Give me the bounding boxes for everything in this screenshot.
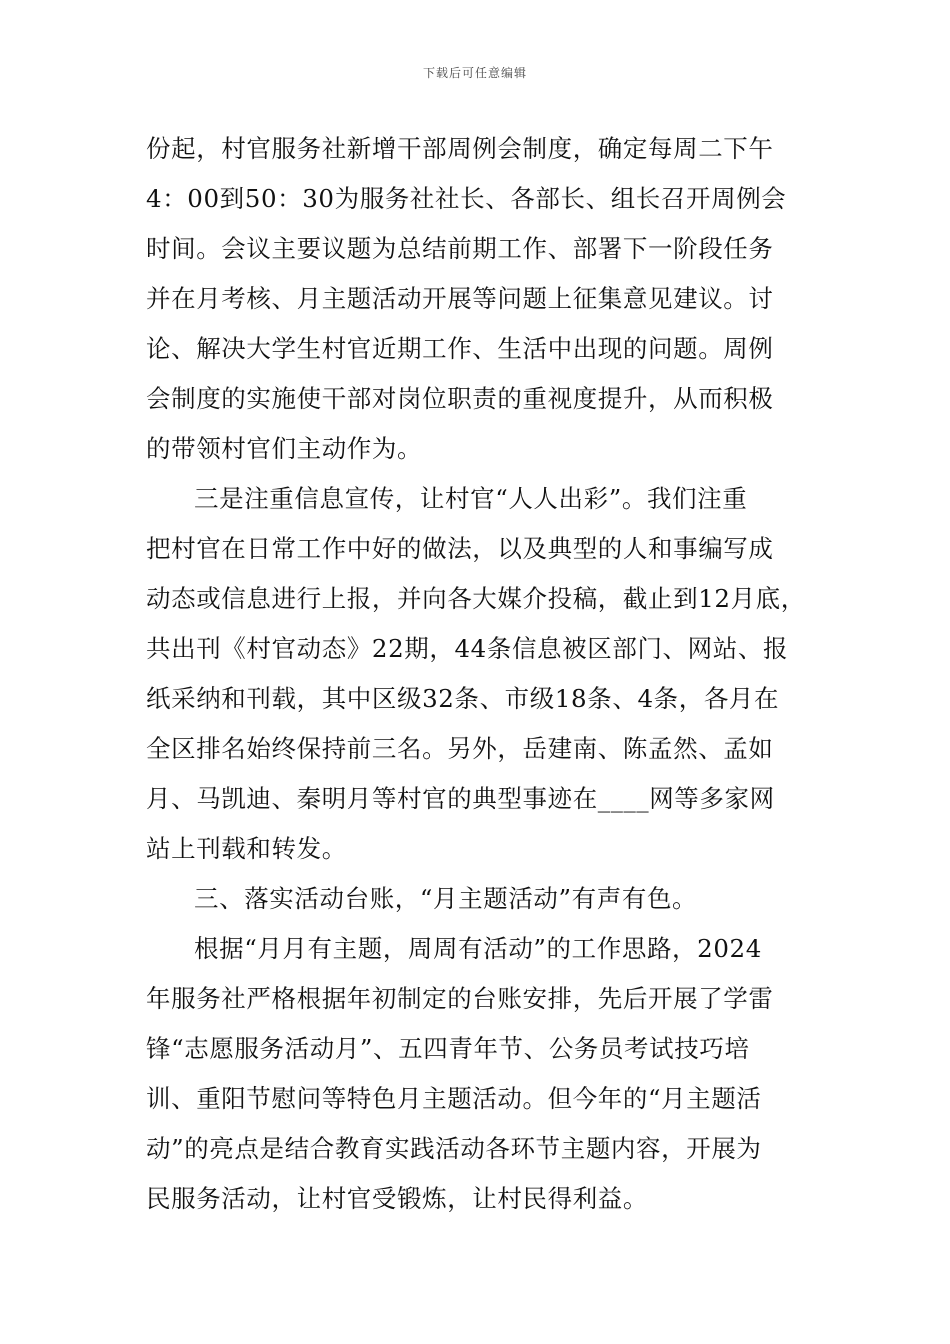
paragraph-start-line: 三是注重信息宣传，让村官“人人出彩”。我们注重 xyxy=(194,484,748,513)
header-note: 下载后可任意编辑 xyxy=(422,66,527,80)
text-line: 站上刊载和转发。 xyxy=(146,834,347,863)
text-line: 时间。会议主要议题为总结前期工作、部署下一阶段任务 xyxy=(146,234,774,263)
text-line: 的带领村官们主动作为。 xyxy=(146,434,423,463)
text-line: 全区排名始终保持前三名。另外，岳建南、陈孟然、孟如 xyxy=(146,734,774,763)
text-line: 份起，村官服务社新增干部周例会制度，确定每周二下午 xyxy=(146,134,774,163)
text-line: 纸采纳和刊载，其中区级32条、市级18条、4条，各月在 xyxy=(146,684,780,713)
text-line: 训、重阳节慰问等特色月主题活动。但今年的“月主题活 xyxy=(146,1084,762,1113)
text-line: 年服务社严格根据年初制定的台账安排，先后开展了学雷 xyxy=(146,984,774,1013)
text-line: 把村官在日常工作中好的做法，以及典型的人和事编写成 xyxy=(146,534,774,563)
text-line: 论、解决大学生村官近期工作、生活中出现的问题。周例 xyxy=(146,334,774,363)
section-heading-line: 三、落实活动台账，“月主题活动”有声有色。 xyxy=(194,884,698,913)
text-line: 共出刊《村官动态》22期，44条信息被区部门、网站、报 xyxy=(146,634,789,663)
text-line: 锋“志愿服务活动月”、五四青年节、公务员考试技巧培 xyxy=(146,1034,750,1063)
text-line: 动”的亮点是结合教育实践活动各环节主题内容，开展为 xyxy=(146,1134,762,1163)
text-line: 动态或信息进行上报，并向各大媒介投稿，截止到12月底， xyxy=(146,584,806,613)
paragraph-start-line: 根据“月月有主题，周周有活动”的工作思路，2024 xyxy=(194,934,762,963)
text-line: 4：00到50：30为服务社社长、各部长、组长召开周例会 xyxy=(146,184,787,213)
text-line: 月、马凯迪、秦明月等村官的典型事迹在____网等多家网 xyxy=(146,784,775,813)
text-line: 会制度的实施使干部对岗位职责的重视度提升，从而积极 xyxy=(146,384,774,413)
text-line: 民服务活动，让村官受锻炼，让村民得利益。 xyxy=(146,1184,648,1213)
document-body xyxy=(146,124,826,1224)
text-line: 并在月考核、月主题活动开展等问题上征集意见建议。讨 xyxy=(146,284,774,313)
